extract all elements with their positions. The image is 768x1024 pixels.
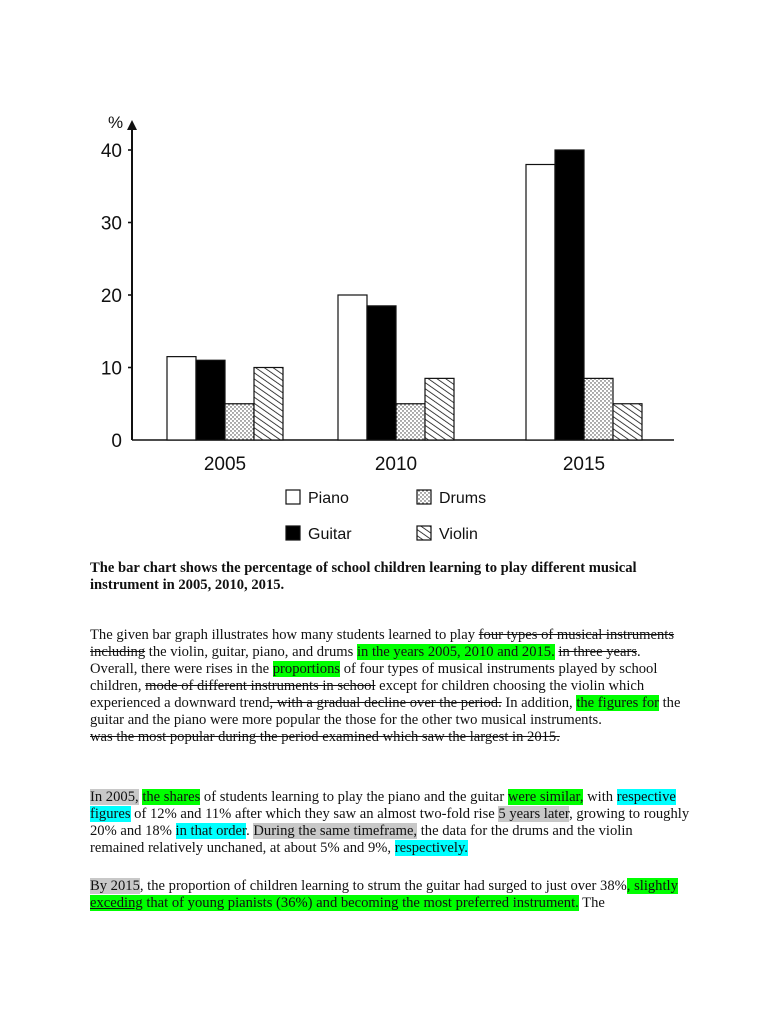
highlighted-text: slightly — [630, 877, 678, 894]
y-tick-label: 10 — [100, 358, 122, 380]
text-run: of four types of musical instruments played by school children, — [90, 660, 658, 694]
cyan-highlighted-text: in that order — [175, 822, 247, 839]
bar-piano-2015 — [526, 165, 555, 441]
y-tick-label: 40 — [100, 141, 122, 162]
bar-piano-2010 — [338, 295, 367, 440]
x-tick-labels — [204, 454, 605, 475]
text-run: the data for the drums and the violin remained relatively unchaned, at about 5% and 9%, — [90, 822, 633, 856]
y-tick-label: 0 — [111, 431, 122, 452]
x-tick-label: 2015 — [562, 454, 606, 475]
text-run: of 12% and 11% after which they saw an almost two-fold rise — [130, 805, 499, 822]
highlighted-text: the figures for — [576, 694, 659, 711]
y-axis — [127, 120, 137, 440]
bar-guitar-2010 — [367, 306, 396, 440]
legend-label-violin: Violin — [439, 526, 478, 543]
text-run: the guitar and the piano were more popular the those for the other two musical instruments. — [90, 694, 681, 728]
paragraph-2015 — [90, 878, 690, 912]
x-tick-label: 2005 — [203, 454, 247, 475]
y-tick-label: 20 — [100, 286, 122, 307]
bar-violin-2015 — [613, 404, 642, 440]
deleted-text: in three years — [558, 643, 638, 660]
highlighted-text: in the years 2005, 2010 and 2015. — [356, 643, 555, 660]
cyan-highlighted-text: respective figures — [90, 788, 676, 822]
text-run: The given bar graph illustrates how many students learned to play — [90, 626, 479, 643]
bar-drums-2010 — [396, 404, 425, 440]
deleted-text: was the most popular during the period examined which saw the largest in 2015. — [90, 728, 560, 745]
cyan-highlighted-text: respectively. — [394, 839, 468, 856]
legend-swatch-violin — [417, 526, 431, 540]
paragraph-introduction — [90, 627, 690, 746]
text-run: The — [578, 894, 605, 911]
text-run: . — [246, 822, 254, 839]
highlighted-text: proportions — [272, 660, 341, 677]
gray-highlighted-text: During the same timeframe, — [253, 822, 418, 839]
legend — [286, 490, 486, 543]
text-run: except for children choosing the violin which experienced a downward trend — [90, 677, 645, 711]
highlighted-text: the shares — [142, 788, 201, 805]
deleted-text: mode of different instruments in school — [145, 677, 376, 694]
highlighted-text: that of young pianists (36%) and becoming the most preferred instrument. — [142, 894, 579, 911]
bar-guitar-2005 — [196, 360, 225, 440]
legend-swatch-guitar — [286, 526, 300, 540]
legend-swatch-drums — [417, 490, 431, 504]
legend-label-piano: Piano — [308, 490, 349, 507]
chart-caption: The bar chart shows the percentage of school children learning to play different musical instrument in 2005, 2010, 2015. — [90, 560, 637, 593]
bar-violin-2005 — [254, 368, 283, 441]
text-run: In addition, — [501, 694, 577, 711]
x-tick-label: 2010 — [374, 454, 418, 475]
text-run: the violin, guitar, piano, and drums — [145, 643, 357, 660]
text-run: . Overall, there were rises in the — [90, 643, 641, 677]
bar-piano-2005 — [167, 357, 196, 440]
y-ticks — [101, 141, 132, 452]
highlighted-text: , — [626, 877, 631, 894]
bar-guitar-2015 — [555, 150, 584, 440]
text-run: , the proportion of children learning to strum the guitar had surged to just over 38% — [139, 877, 627, 894]
highlighted-text: were similar, — [507, 788, 584, 805]
gray-highlighted-text: By 2015 — [90, 877, 140, 894]
legend-label-guitar: Guitar — [308, 526, 352, 543]
gray-highlighted-text: In 2005, — [90, 788, 139, 805]
bars — [167, 150, 642, 440]
text-run: of students learning to play the piano and the guitar — [200, 788, 508, 805]
text-run: with — [583, 788, 617, 805]
paragraph-2005-2010 — [90, 789, 690, 857]
bar-drums-2015 — [584, 378, 613, 440]
legend-label-drums: Drums — [439, 490, 487, 507]
y-tick-label: 30 — [100, 213, 122, 235]
legend-swatch-piano — [286, 490, 300, 504]
y-axis-label: % — [108, 113, 124, 132]
underlined-highlighted-text: exceding — [90, 894, 143, 911]
deleted-text: four types of musical instruments including — [90, 626, 675, 660]
bar-drums-2005 — [225, 404, 254, 440]
text-run: , growing to roughly 20% and 18% — [90, 805, 690, 839]
bar-violin-2010 — [425, 378, 454, 440]
deleted-text: , with a gradual decline over the period. — [269, 694, 502, 711]
gray-highlighted-text: 5 years later — [498, 805, 570, 822]
